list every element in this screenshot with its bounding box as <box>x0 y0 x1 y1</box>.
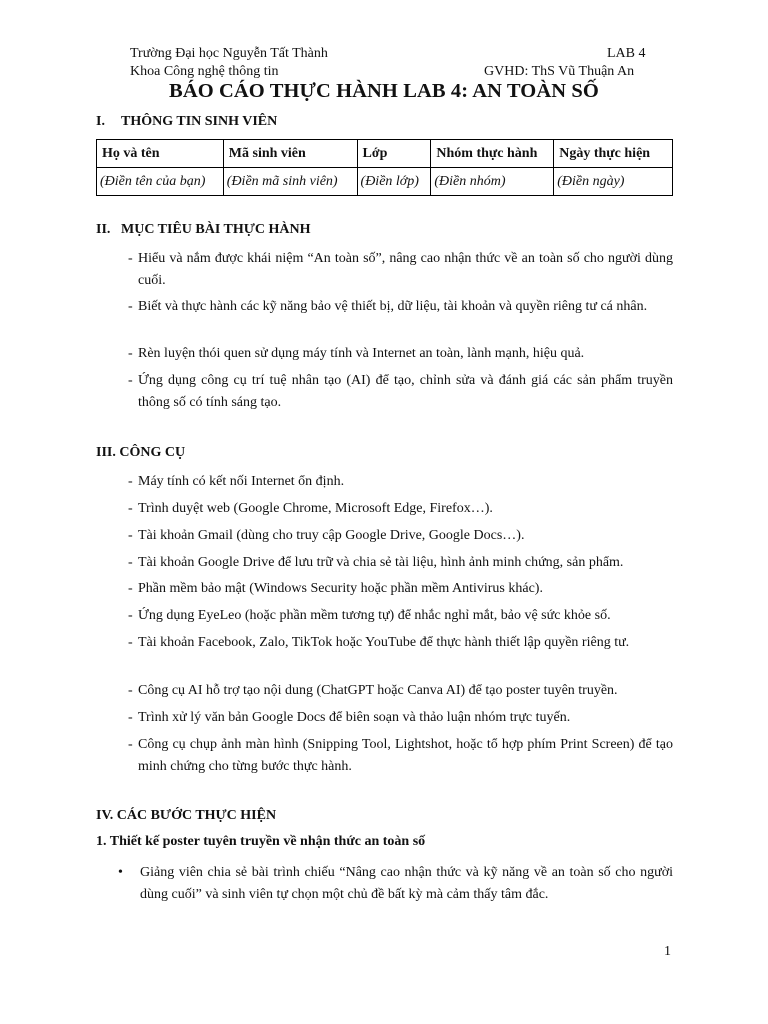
list-item <box>128 343 673 365</box>
list-item-text: Tài khoản Google Drive để lưu trữ và chia sẻ tài liệu, hình ảnh minh chứng, sản phẩm. <box>138 555 624 570</box>
table-row <box>97 168 673 196</box>
dash-marker: - <box>128 555 133 570</box>
list-item-text: Ứng dụng EyeLeo (hoặc phần mềm tương tự) để nhắc nghỉ mắt, bảo vệ sức khỏe số. <box>138 608 611 623</box>
list-item <box>128 370 673 414</box>
list-item <box>128 525 673 547</box>
list-item <box>128 734 673 778</box>
list-item-text: Ứng dụng công cụ trí tuệ nhân tạo (AI) để tạo, chỉnh sửa và đánh giá các sản phẩm truyền thông số có tính sáng tạo. <box>138 373 673 410</box>
list-item <box>128 707 673 729</box>
dash-marker: - <box>128 528 133 543</box>
list-item-text: Trình xử lý văn bản Google Docs để biên soạn và thảo luận nhóm trực tuyến. <box>138 710 571 725</box>
lab-label: LAB 4 <box>607 46 646 61</box>
list-item-text: Rèn luyện thói quen sử dụng máy tính và Internet an toàn, lành mạnh, hiệu quả. <box>138 346 585 361</box>
table-header-cell: Nhóm thực hành <box>431 140 554 168</box>
list-item <box>128 605 673 627</box>
section-heading-student-info <box>96 114 277 130</box>
list-item-text: Tài khoản Gmail (dùng cho truy cập Google Drive, Google Docs…). <box>138 528 525 543</box>
page-title: BÁO CÁO THỰC HÀNH LAB 4: AN TOÀN SỐ <box>169 80 599 102</box>
dash-marker: - <box>128 737 133 752</box>
table-header-cell: Họ và tên <box>97 140 224 168</box>
list-item <box>128 552 673 574</box>
instructor-name: GVHD: ThS Vũ Thuận An <box>484 64 635 79</box>
table-cell-placeholder[interactable]: (Điền tên của bạn) <box>97 168 224 196</box>
dash-marker: - <box>128 501 133 516</box>
dash-marker: - <box>128 251 133 266</box>
dash-marker: - <box>128 474 133 489</box>
list-item-text: Công cụ chụp ảnh màn hình (Snipping Tool, Lightshot, hoặc tổ hợp phím Print Screen) để tạo minh chứng cho từng bước thực hành. <box>138 737 673 774</box>
section-heading-steps: IV. CÁC BƯỚC THỰC HIỆN <box>96 808 277 823</box>
list-item-text: Tài khoản Facebook, Zalo, TikTok hoặc YouTube để thực hành thiết lập quyền riêng tư. <box>138 635 630 650</box>
list-item-text: Giảng viên chia sẻ bài trình chiếu “Nâng cao nhận thức và kỹ năng về an toàn số cho người dùng cuối” và sinh viên tự chọn một chủ đề bất kỳ mà cảm thấy tâm đắc. <box>140 865 673 902</box>
table-cell-placeholder[interactable]: (Điền lớp) <box>357 168 431 196</box>
list-item <box>128 498 673 520</box>
list-item-text: Hiểu và nắm được khái niệm “An toàn số”, nâng cao nhận thức về an toàn số cho người dùng cuối. <box>138 251 673 288</box>
table-header-row <box>97 140 673 168</box>
subsection-title: 1. Thiết kế poster tuyên truyền về nhận thức an toàn số <box>96 834 426 849</box>
dash-marker: - <box>128 299 133 314</box>
table-cell-placeholder[interactable]: (Điền nhóm) <box>431 168 554 196</box>
table-cell-placeholder[interactable]: (Điền ngày) <box>554 168 673 196</box>
table-header-cell: Lớp <box>357 140 431 168</box>
table-cell-placeholder[interactable]: (Điền mã sinh viên) <box>223 168 357 196</box>
list-item-text: Phần mềm bảo mật (Windows Security hoặc phần mềm Antivirus khác). <box>138 581 543 596</box>
section-heading-objectives <box>96 222 311 238</box>
dash-marker: - <box>128 635 133 650</box>
dash-marker: - <box>128 346 133 361</box>
list-item <box>128 680 673 702</box>
section-title: MỤC TIÊU BÀI THỰC HÀNH <box>121 222 311 237</box>
dash-marker: - <box>128 581 133 596</box>
section-heading-tools: III. CÔNG CỤ <box>96 445 186 460</box>
dash-marker: - <box>128 608 133 623</box>
page-number: 1 <box>664 944 671 959</box>
list-item-text: Biết và thực hành các kỹ năng bảo vệ thiết bị, dữ liệu, tài khoản và quyền riêng tư cá nhân. <box>138 299 648 314</box>
table-header-cell: Ngày thực hiện <box>554 140 673 168</box>
table-header-cell: Mã sinh viên <box>223 140 357 168</box>
faculty-name: Khoa Công nghệ thông tin <box>130 64 279 79</box>
section-number: I. <box>96 114 105 129</box>
list-item <box>128 578 673 600</box>
list-item-text: Công cụ AI hỗ trợ tạo nội dung (ChatGPT hoặc Canva AI) để tạo poster tuyên truyền. <box>138 683 618 698</box>
list-item <box>128 248 673 292</box>
list-item <box>128 632 673 654</box>
list-item <box>128 296 673 318</box>
dash-marker: - <box>128 710 133 725</box>
bullet-marker: • <box>118 865 123 880</box>
list-item-text: Máy tính có kết nối Internet ổn định. <box>138 474 345 489</box>
list-item-text: Trình duyệt web (Google Chrome, Microsoft Edge, Firefox…). <box>138 501 493 516</box>
section-title: THÔNG TIN SINH VIÊN <box>121 114 278 129</box>
section-number: II. <box>96 222 111 237</box>
list-item <box>118 862 673 906</box>
dash-marker: - <box>128 373 133 388</box>
list-item <box>128 471 673 493</box>
university-name: Trường Đại học Nguyễn Tất Thành <box>130 46 328 61</box>
dash-marker: - <box>128 683 133 698</box>
student-info-table <box>96 139 673 196</box>
